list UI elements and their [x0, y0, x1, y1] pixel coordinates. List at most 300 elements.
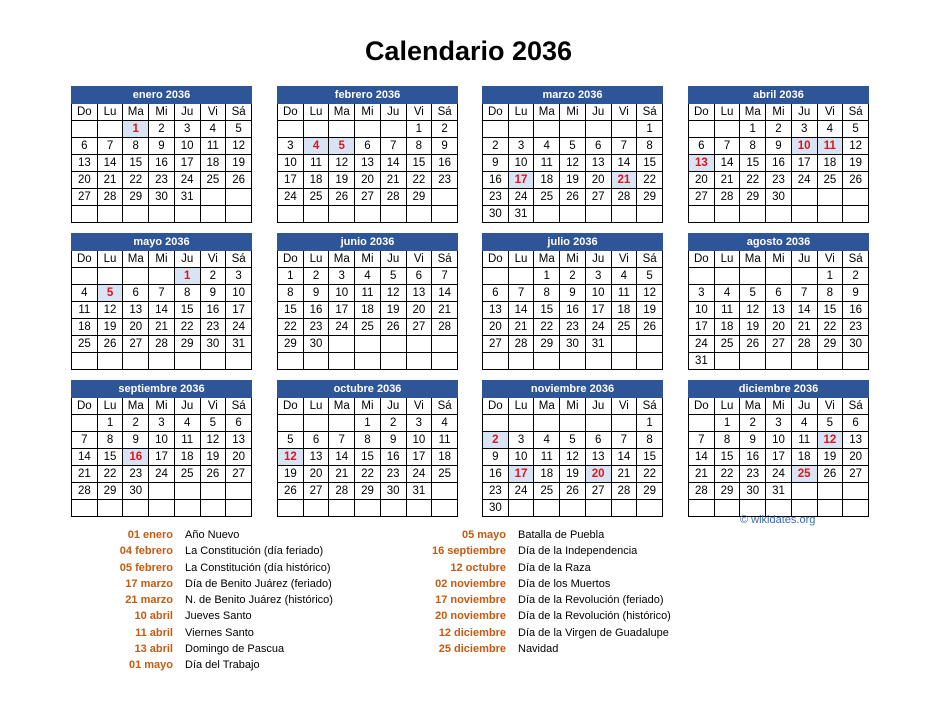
holiday-day-cell: 17 — [508, 172, 534, 189]
day-cell: 8 — [174, 285, 200, 302]
day-cell: 8 — [637, 138, 663, 155]
day-cell: 14 — [149, 302, 175, 319]
day-cell: 12 — [843, 138, 869, 155]
weekday-header: Ju — [380, 251, 406, 268]
empty-day-cell — [843, 353, 869, 370]
day-cell: 16 — [766, 155, 792, 172]
day-cell: 27 — [303, 483, 329, 500]
empty-day-cell — [303, 353, 329, 370]
day-cell: 5 — [278, 432, 304, 449]
empty-day-cell — [637, 206, 663, 223]
day-cell: 24 — [585, 319, 611, 336]
weekday-header: Do — [483, 251, 509, 268]
day-cell: 28 — [97, 189, 123, 206]
day-cell: 11 — [200, 138, 226, 155]
empty-day-cell — [355, 121, 381, 138]
empty-day-cell — [380, 121, 406, 138]
weekday-header: Ma — [740, 251, 766, 268]
empty-day-cell — [303, 500, 329, 517]
day-cell: 26 — [843, 172, 869, 189]
empty-day-cell — [226, 483, 252, 500]
empty-day-cell — [766, 268, 792, 285]
day-cell: 2 — [200, 268, 226, 285]
weekday-header: Mi — [355, 398, 381, 415]
holiday-row — [420, 608, 671, 624]
holiday-day-cell: 1 — [174, 268, 200, 285]
day-cell: 4 — [174, 415, 200, 432]
day-cell: 9 — [380, 432, 406, 449]
credit-link[interactable]: © wikidates.org — [740, 514, 816, 526]
day-cell: 31 — [689, 353, 715, 370]
day-cell: 11 — [534, 449, 560, 466]
weekday-header: Ju — [585, 104, 611, 121]
day-cell: 1 — [534, 268, 560, 285]
empty-day-cell — [303, 121, 329, 138]
day-cell: 26 — [817, 466, 843, 483]
month-title: septiembre 2036 — [72, 381, 252, 398]
weekday-header: Vi — [817, 104, 843, 121]
day-cell: 14 — [380, 155, 406, 172]
day-cell: 20 — [766, 319, 792, 336]
day-cell: 17 — [329, 302, 355, 319]
weekday-header: Vi — [200, 104, 226, 121]
empty-day-cell — [406, 336, 432, 353]
holiday-name: Jueves Santo — [185, 610, 252, 623]
day-cell: 11 — [174, 432, 200, 449]
day-cell: 30 — [766, 189, 792, 206]
day-cell: 3 — [508, 432, 534, 449]
day-cell: 2 — [740, 415, 766, 432]
day-cell: 24 — [766, 466, 792, 483]
month-title: diciembre 2036 — [689, 381, 869, 398]
empty-day-cell — [585, 415, 611, 432]
day-cell: 27 — [406, 319, 432, 336]
empty-day-cell — [766, 353, 792, 370]
day-cell: 4 — [611, 268, 637, 285]
weekday-header: Sá — [843, 251, 869, 268]
empty-day-cell — [149, 353, 175, 370]
day-cell: 22 — [637, 172, 663, 189]
day-cell: 8 — [714, 432, 740, 449]
weekday-header: Mi — [149, 251, 175, 268]
day-cell: 8 — [740, 138, 766, 155]
empty-day-cell — [740, 206, 766, 223]
empty-day-cell — [174, 353, 200, 370]
day-cell: 27 — [72, 189, 98, 206]
day-cell: 14 — [508, 302, 534, 319]
day-cell: 25 — [72, 336, 98, 353]
empty-day-cell — [508, 268, 534, 285]
day-cell: 31 — [226, 336, 252, 353]
weekday-header: Sá — [637, 251, 663, 268]
weekday-header: Vi — [611, 104, 637, 121]
empty-day-cell — [560, 121, 586, 138]
weekday-header: Sá — [432, 251, 458, 268]
weekday-header: Do — [689, 251, 715, 268]
day-cell: 1 — [817, 268, 843, 285]
weekday-header: Ju — [174, 398, 200, 415]
empty-day-cell — [740, 353, 766, 370]
empty-day-cell — [329, 353, 355, 370]
day-cell: 30 — [303, 336, 329, 353]
day-cell: 29 — [355, 483, 381, 500]
day-cell: 16 — [483, 172, 509, 189]
empty-day-cell — [329, 121, 355, 138]
day-cell: 12 — [200, 432, 226, 449]
holiday-name: Día de los Muertos — [518, 577, 611, 590]
empty-day-cell — [611, 336, 637, 353]
holiday-date: 05 febrero — [119, 561, 173, 574]
holiday-date: 21 marzo — [125, 594, 173, 607]
empty-day-cell — [278, 500, 304, 517]
day-cell: 9 — [149, 138, 175, 155]
weekday-header: Mi — [149, 104, 175, 121]
holiday-day-cell: 17 — [508, 466, 534, 483]
weekday-header: Mi — [766, 251, 792, 268]
day-cell: 18 — [174, 449, 200, 466]
day-cell: 23 — [560, 319, 586, 336]
day-cell: 21 — [329, 466, 355, 483]
day-cell: 14 — [329, 449, 355, 466]
holiday-row — [420, 641, 671, 657]
holiday-day-cell: 11 — [817, 138, 843, 155]
empty-day-cell — [72, 353, 98, 370]
weekday-header: Sá — [226, 104, 252, 121]
day-cell: 4 — [534, 138, 560, 155]
day-cell: 2 — [766, 121, 792, 138]
day-cell: 19 — [329, 172, 355, 189]
day-cell: 1 — [740, 121, 766, 138]
day-cell: 27 — [226, 466, 252, 483]
day-cell: 21 — [149, 319, 175, 336]
holiday-day-cell: 13 — [689, 155, 715, 172]
day-cell: 12 — [226, 138, 252, 155]
empty-day-cell — [406, 353, 432, 370]
holiday-name: La Constitución (día feriado) — [185, 545, 324, 558]
day-cell: 31 — [508, 206, 534, 223]
weekday-header: Mi — [149, 398, 175, 415]
day-cell: 9 — [766, 138, 792, 155]
day-cell: 18 — [791, 449, 817, 466]
day-cell: 22 — [406, 172, 432, 189]
weekday-header: Vi — [406, 398, 432, 415]
day-cell: 3 — [791, 121, 817, 138]
day-cell: 15 — [637, 155, 663, 172]
day-cell: 19 — [380, 302, 406, 319]
empty-day-cell — [611, 415, 637, 432]
day-cell: 2 — [303, 268, 329, 285]
weekday-header: Do — [72, 104, 98, 121]
day-cell: 21 — [689, 466, 715, 483]
day-cell: 11 — [72, 302, 98, 319]
weekday-header: Sá — [226, 251, 252, 268]
day-cell: 20 — [843, 449, 869, 466]
empty-day-cell — [740, 268, 766, 285]
empty-day-cell — [611, 353, 637, 370]
empty-day-cell — [766, 206, 792, 223]
day-cell: 22 — [278, 319, 304, 336]
day-cell: 18 — [534, 172, 560, 189]
empty-day-cell — [689, 500, 715, 517]
day-cell: 13 — [406, 285, 432, 302]
weekday-header: Lu — [508, 251, 534, 268]
empty-day-cell — [689, 268, 715, 285]
empty-day-cell — [534, 353, 560, 370]
day-cell: 5 — [740, 285, 766, 302]
day-cell: 22 — [637, 466, 663, 483]
day-cell: 20 — [406, 302, 432, 319]
weekday-header: Sá — [226, 398, 252, 415]
day-cell: 30 — [200, 336, 226, 353]
day-cell: 8 — [278, 285, 304, 302]
weekday-header: Vi — [611, 251, 637, 268]
day-cell: 16 — [303, 302, 329, 319]
empty-day-cell — [200, 206, 226, 223]
day-cell: 4 — [72, 285, 98, 302]
day-cell: 9 — [432, 138, 458, 155]
weekday-header: Ju — [791, 104, 817, 121]
day-cell: 13 — [123, 302, 149, 319]
day-cell: 25 — [534, 483, 560, 500]
day-cell: 11 — [791, 432, 817, 449]
empty-day-cell — [278, 206, 304, 223]
empty-day-cell — [380, 353, 406, 370]
day-cell: 10 — [689, 302, 715, 319]
day-cell: 14 — [714, 155, 740, 172]
empty-day-cell — [714, 353, 740, 370]
day-cell: 12 — [740, 302, 766, 319]
day-cell: 10 — [226, 285, 252, 302]
empty-day-cell — [689, 415, 715, 432]
empty-day-cell — [483, 353, 509, 370]
day-cell: 13 — [355, 155, 381, 172]
holiday-date: 13 abril — [134, 643, 173, 656]
day-cell: 5 — [560, 138, 586, 155]
empty-day-cell — [355, 500, 381, 517]
day-cell: 22 — [97, 466, 123, 483]
weekday-header: Vi — [200, 398, 226, 415]
weekday-header: Mi — [766, 398, 792, 415]
day-cell: 18 — [611, 302, 637, 319]
day-cell: 25 — [174, 466, 200, 483]
empty-day-cell — [585, 500, 611, 517]
day-cell: 3 — [174, 121, 200, 138]
day-cell: 16 — [149, 155, 175, 172]
day-cell: 19 — [740, 319, 766, 336]
empty-day-cell — [72, 500, 98, 517]
empty-day-cell — [791, 268, 817, 285]
empty-day-cell — [432, 353, 458, 370]
day-cell: 29 — [174, 336, 200, 353]
day-cell: 19 — [560, 466, 586, 483]
day-cell: 31 — [406, 483, 432, 500]
day-cell: 3 — [149, 415, 175, 432]
holiday-name: Batalla de Puebla — [518, 529, 605, 541]
day-cell: 6 — [355, 138, 381, 155]
empty-day-cell — [329, 500, 355, 517]
day-cell: 17 — [278, 172, 304, 189]
day-cell: 27 — [483, 336, 509, 353]
empty-day-cell — [817, 483, 843, 500]
empty-day-cell — [72, 206, 98, 223]
day-cell: 10 — [278, 155, 304, 172]
day-cell: 26 — [380, 319, 406, 336]
month-calendar — [688, 380, 869, 517]
weekday-header: Lu — [303, 398, 329, 415]
day-cell: 23 — [123, 466, 149, 483]
day-cell: 24 — [508, 483, 534, 500]
month-title: octubre 2036 — [278, 381, 458, 398]
day-cell: 21 — [791, 319, 817, 336]
day-cell: 14 — [432, 285, 458, 302]
weekday-header: Do — [72, 398, 98, 415]
day-cell: 26 — [200, 466, 226, 483]
day-cell: 7 — [432, 268, 458, 285]
day-cell: 28 — [611, 189, 637, 206]
day-cell: 20 — [355, 172, 381, 189]
day-cell: 24 — [174, 172, 200, 189]
month-title: junio 2036 — [278, 234, 458, 251]
weekday-header: Lu — [97, 104, 123, 121]
empty-day-cell — [97, 206, 123, 223]
day-cell: 7 — [714, 138, 740, 155]
holiday-date: 17 marzo — [125, 577, 173, 590]
weekday-header: Ju — [791, 398, 817, 415]
weekday-header: Lu — [508, 398, 534, 415]
holiday-row — [420, 592, 671, 608]
empty-day-cell — [637, 353, 663, 370]
empty-day-cell — [97, 353, 123, 370]
day-cell: 7 — [72, 432, 98, 449]
day-cell: 25 — [611, 319, 637, 336]
weekday-header: Sá — [637, 104, 663, 121]
empty-day-cell — [534, 121, 560, 138]
weekday-header: Do — [483, 398, 509, 415]
day-cell: 9 — [200, 285, 226, 302]
month-calendar — [71, 380, 252, 517]
day-cell: 19 — [560, 172, 586, 189]
day-cell: 10 — [174, 138, 200, 155]
weekday-header: Ma — [329, 104, 355, 121]
day-cell: 30 — [483, 206, 509, 223]
day-cell: 21 — [380, 172, 406, 189]
day-cell: 7 — [791, 285, 817, 302]
day-cell: 13 — [303, 449, 329, 466]
day-cell: 12 — [380, 285, 406, 302]
day-cell: 22 — [740, 172, 766, 189]
empty-day-cell — [355, 353, 381, 370]
day-cell: 26 — [637, 319, 663, 336]
weekday-header: Ma — [329, 398, 355, 415]
holiday-day-cell: 21 — [611, 172, 637, 189]
weekday-header: Lu — [714, 398, 740, 415]
empty-day-cell — [406, 206, 432, 223]
weekday-header: Ma — [740, 398, 766, 415]
empty-day-cell — [560, 206, 586, 223]
day-cell: 11 — [303, 155, 329, 172]
day-cell: 16 — [560, 302, 586, 319]
holiday-day-cell: 5 — [329, 138, 355, 155]
month-calendar — [482, 233, 663, 370]
empty-day-cell — [817, 189, 843, 206]
day-cell: 16 — [380, 449, 406, 466]
day-cell: 2 — [380, 415, 406, 432]
empty-day-cell — [174, 500, 200, 517]
day-cell: 25 — [355, 319, 381, 336]
day-cell: 1 — [97, 415, 123, 432]
day-cell: 24 — [329, 319, 355, 336]
day-cell: 29 — [534, 336, 560, 353]
weekday-header: Ju — [380, 398, 406, 415]
empty-day-cell — [355, 336, 381, 353]
holiday-date: 05 mayo — [461, 529, 506, 541]
day-cell: 20 — [483, 319, 509, 336]
day-cell: 6 — [303, 432, 329, 449]
holiday-date: 10 abril — [134, 610, 173, 623]
holiday-name: Día de la Virgen de Guadalupe — [518, 626, 669, 639]
month-title: abril 2036 — [689, 87, 869, 104]
holiday-row — [100, 543, 333, 559]
holiday-day-cell: 1 — [123, 121, 149, 138]
day-cell: 5 — [226, 121, 252, 138]
day-cell: 7 — [689, 432, 715, 449]
day-cell: 22 — [534, 319, 560, 336]
day-cell: 24 — [689, 336, 715, 353]
weekday-header: Do — [278, 104, 304, 121]
day-cell: 13 — [226, 432, 252, 449]
day-cell: 27 — [766, 336, 792, 353]
day-cell: 26 — [740, 336, 766, 353]
day-cell: 25 — [432, 466, 458, 483]
day-cell: 23 — [483, 483, 509, 500]
day-cell: 23 — [149, 172, 175, 189]
day-cell: 6 — [766, 285, 792, 302]
day-cell: 24 — [508, 189, 534, 206]
weekday-header: Sá — [843, 104, 869, 121]
day-cell: 29 — [637, 483, 663, 500]
empty-day-cell — [226, 500, 252, 517]
day-cell: 25 — [817, 172, 843, 189]
day-cell: 19 — [637, 302, 663, 319]
empty-day-cell — [611, 121, 637, 138]
day-cell: 8 — [355, 432, 381, 449]
empty-day-cell — [226, 353, 252, 370]
month-title: agosto 2036 — [689, 234, 869, 251]
day-cell: 12 — [637, 285, 663, 302]
empty-day-cell — [585, 206, 611, 223]
day-cell: 28 — [791, 336, 817, 353]
empty-day-cell — [843, 206, 869, 223]
day-cell: 17 — [791, 155, 817, 172]
day-cell: 17 — [766, 449, 792, 466]
holiday-day-cell: 5 — [97, 285, 123, 302]
day-cell: 26 — [226, 172, 252, 189]
day-cell: 16 — [740, 449, 766, 466]
empty-day-cell — [714, 268, 740, 285]
day-cell: 5 — [843, 121, 869, 138]
day-cell: 4 — [355, 268, 381, 285]
weekday-header: Ma — [329, 251, 355, 268]
day-cell: 31 — [585, 336, 611, 353]
empty-day-cell — [329, 206, 355, 223]
day-cell: 23 — [303, 319, 329, 336]
weekday-header: Ju — [585, 398, 611, 415]
empty-day-cell — [714, 500, 740, 517]
empty-day-cell — [200, 500, 226, 517]
day-cell: 29 — [817, 336, 843, 353]
day-cell: 11 — [714, 302, 740, 319]
empty-day-cell — [406, 500, 432, 517]
